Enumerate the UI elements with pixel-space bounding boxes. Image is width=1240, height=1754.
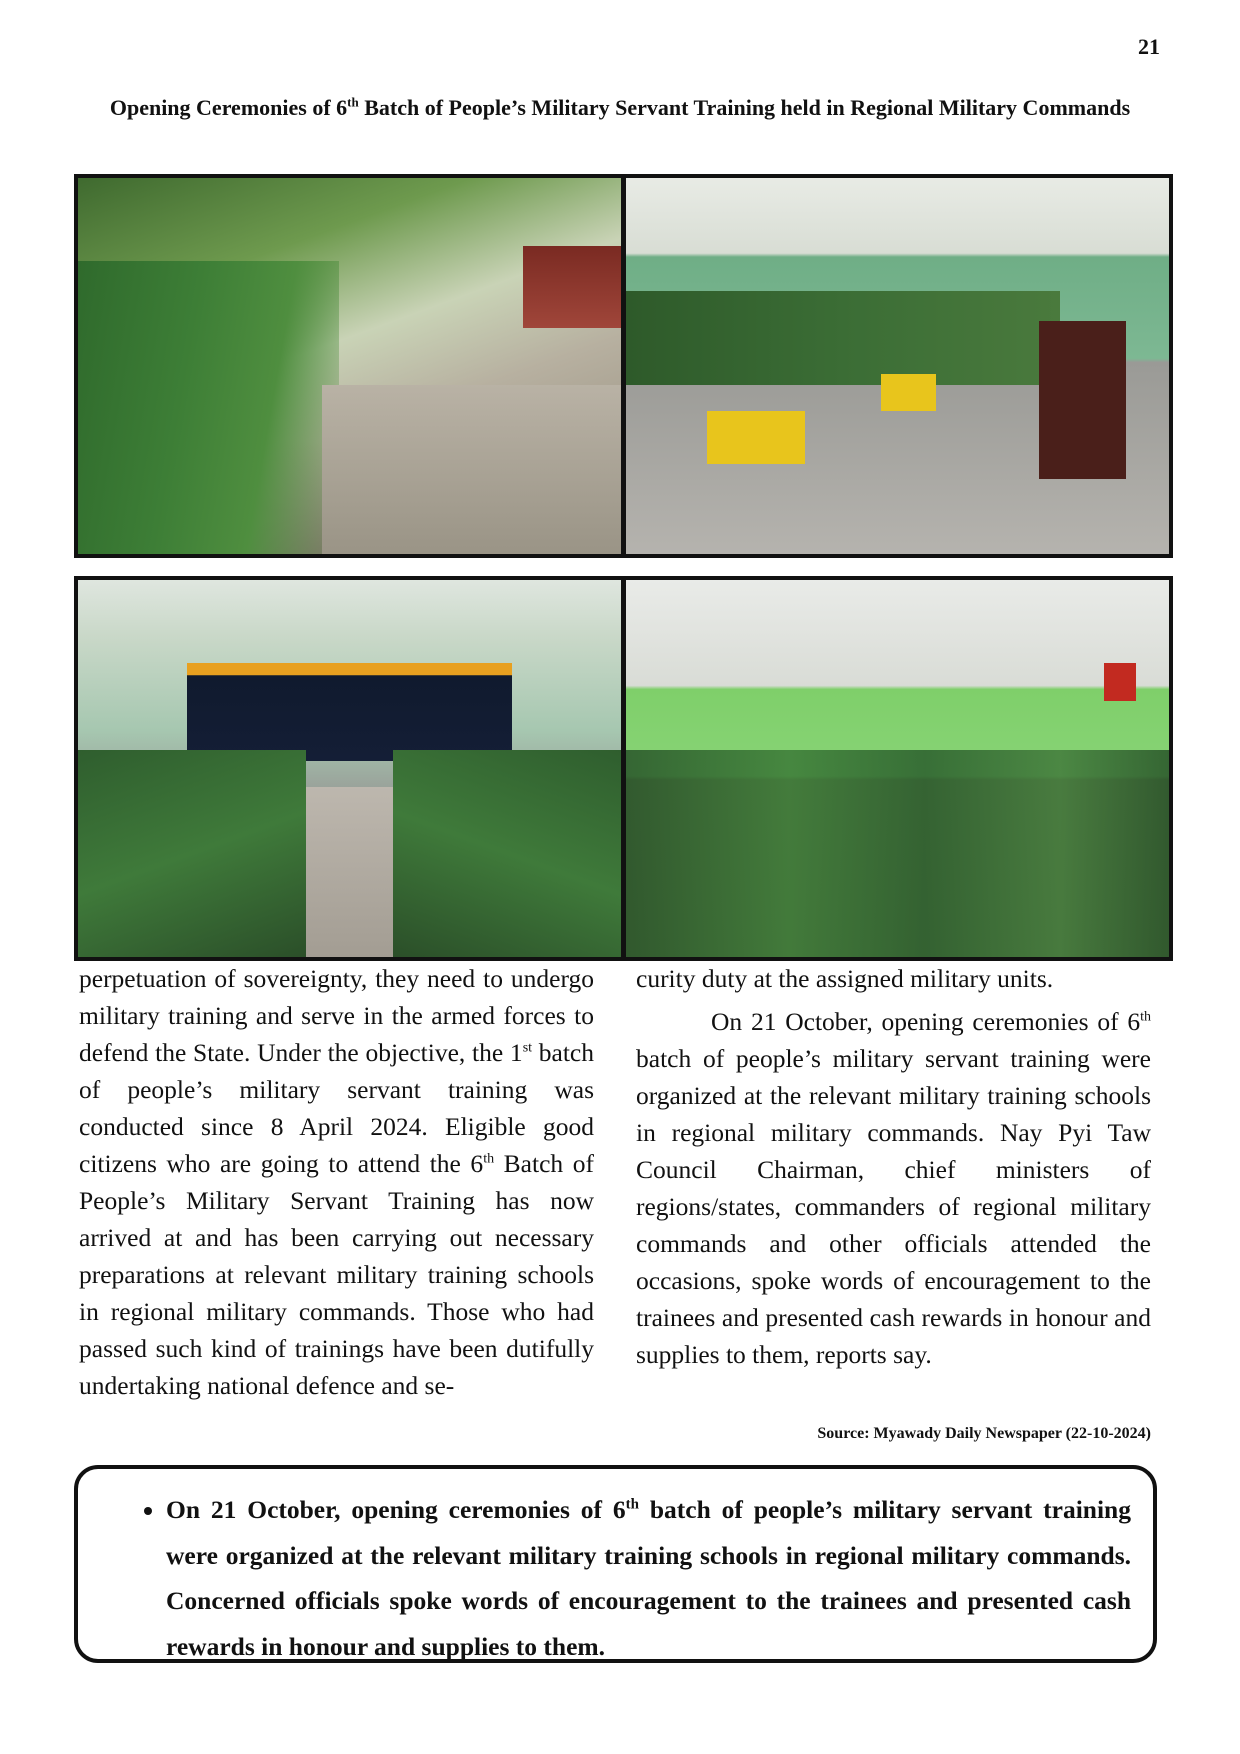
photo-element-table xyxy=(881,374,935,412)
article-text: batch of people’s military servant training were organized at the relevant military training schools in regional military commands. Nay Pyi Taw Council Chairman, chief ministers of regions/states, commanders of regional military commands and other officials attended the occasions, spoke words of encouragement to the trainees and presented cash rewards in honour and supplies to them, reports say. xyxy=(636,1044,1151,1369)
photo-row-bottom xyxy=(74,576,1173,961)
photo-element-stage xyxy=(187,663,513,761)
article-paragraph xyxy=(636,1003,1151,1373)
photo-element-soldiers xyxy=(78,261,339,554)
photo-element-seated-trainees-left xyxy=(78,750,306,957)
summary-bullet xyxy=(166,1487,1131,1669)
photo-element-roof xyxy=(523,246,621,329)
article-paragraph: curity duty at the assigned military units. xyxy=(636,964,1054,993)
photo-element-wall-sign xyxy=(1104,663,1137,701)
ordinal-superscript: th xyxy=(483,1151,495,1167)
photo-element-table xyxy=(707,411,805,464)
ordinal-superscript: th xyxy=(1140,1009,1151,1025)
summary-text: batch of people’s military servant training were organized at the relevant military training schools in regional military commands. Concerned officials spoke words of encouragement to the trainees and presented cash rewards in honour and supplies to them. xyxy=(166,1495,1131,1661)
article-left-column xyxy=(79,960,594,1404)
summary-list xyxy=(126,1487,1131,1669)
article-text: perpetuation of sovereignty, they need to undergo military training and serve in the armed forces to defend the State. Under the objective, the 1 xyxy=(79,964,594,1067)
photo-soldiers-lined-up xyxy=(78,178,621,554)
photo-element-podium xyxy=(1039,321,1126,479)
source-citation: Source: Myawady Daily Newspaper (22-10-2024) xyxy=(817,1425,1151,1442)
title-superscript: th xyxy=(347,94,359,110)
article-right-column xyxy=(636,960,1151,1373)
article-text: batch of people’s military servant training was conducted since 8 April 2024. Eligible good citizens who are going to attend the 6 xyxy=(79,1038,594,1178)
title-text-after: Batch of People’s Military Servant Training held in Regional Military Commands xyxy=(358,95,1131,120)
article-text: Batch of People’s Military Servant Training has now arrived at and has been carrying out necessary preparations at relevant military training schools in regional military commands. Those who had passed such kind of trainings have been dutifully undertaking national defence and se- xyxy=(79,1149,594,1400)
article-paragraph xyxy=(79,960,594,1404)
summary-text: On 21 October, opening ceremonies of 6 xyxy=(166,1495,626,1524)
title-text-before: Opening Ceremonies of 6 xyxy=(109,95,348,120)
photo-element-trainees-dining xyxy=(626,750,1169,957)
photo-ceremony-hall xyxy=(626,178,1169,554)
photo-element-crowd xyxy=(626,291,1060,385)
article-text: On 21 October, opening ceremonies of 6 xyxy=(711,1007,1141,1036)
page-number: 21 xyxy=(1138,34,1160,59)
photo-row-top xyxy=(74,174,1173,558)
photo-element-path xyxy=(322,385,621,554)
summary-box xyxy=(74,1465,1157,1663)
photo-auditorium xyxy=(78,580,621,957)
page-title xyxy=(90,92,1150,124)
ordinal-superscript: st xyxy=(522,1040,533,1056)
photo-dining-hall xyxy=(626,580,1169,957)
photo-element-aisle xyxy=(306,787,393,957)
photo-element-seated-trainees-right xyxy=(393,750,621,957)
ordinal-superscript: th xyxy=(625,1496,639,1513)
